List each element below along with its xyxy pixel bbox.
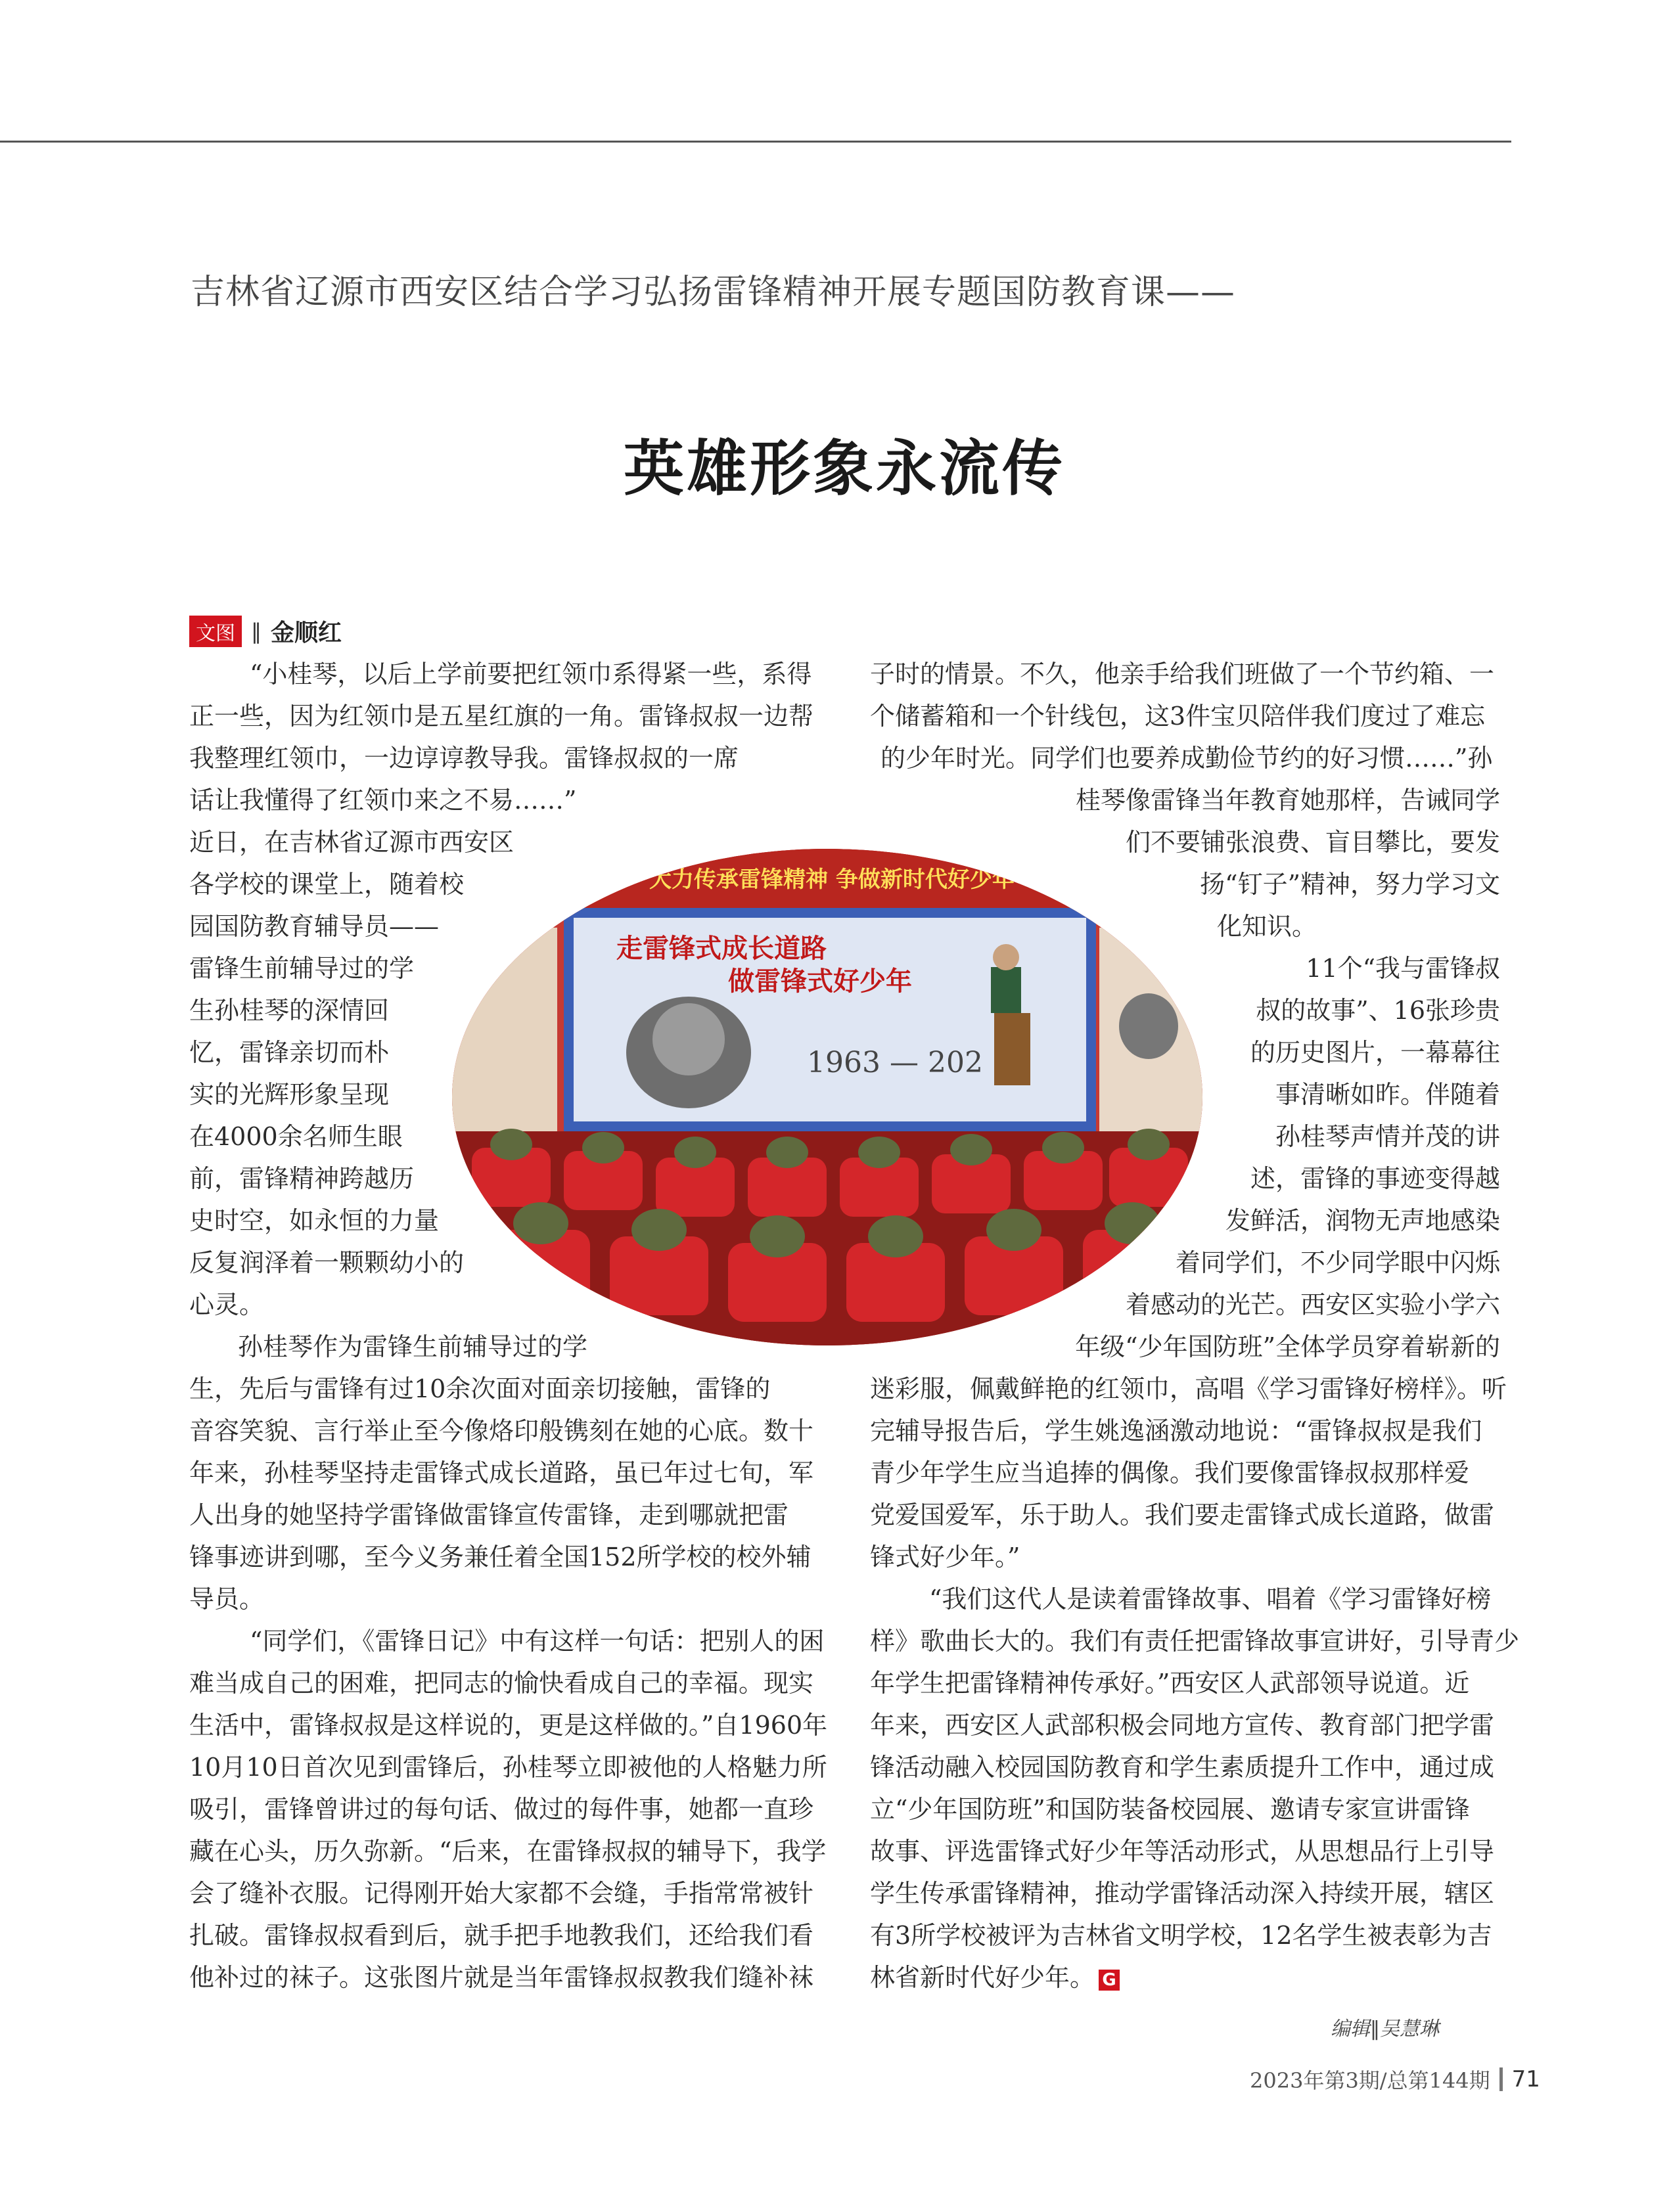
body-line: 子时的情景。不久，他亲手给我们班做了一个节约箱、一 <box>870 660 1495 688</box>
body-line: 我整理红领巾，一边谆谆教导我。雷锋叔叔的一席 <box>189 744 739 773</box>
body-line: 难当成自己的困难，把同志的愉快看成自己的幸福。现实 <box>189 1669 814 1698</box>
body-line: 孙桂琴作为雷锋生前辅导过的学 <box>238 1332 588 1361</box>
body-line: “我们这代人是读着雷锋故事、唱着《学习雷锋好榜 <box>929 1585 1492 1614</box>
body-line: 年来，西安区人武部积极会同地方宣传、教育部门把学雷 <box>870 1711 1495 1740</box>
body-line: 们不要铺张浪费、盲目攀比，要发 <box>1125 828 1500 857</box>
body-line: 孙桂琴声情并茂的讲 <box>1275 1122 1500 1151</box>
body-line: “小桂琴，以后上学前要把红领巾系得紧一些，系得 <box>250 660 812 688</box>
body-line: 着感动的光芒。西安区实验小学六 <box>1125 1290 1500 1319</box>
body-line: 他补过的袜子。这张图片就是当年雷锋叔叔教我们缝补袜 <box>189 1963 814 1992</box>
screen-line-2: 做雷锋式好少年 <box>728 966 912 997</box>
body-line: 心灵。 <box>189 1290 265 1319</box>
body-line: 导员。 <box>189 1585 265 1614</box>
body-line: 扬“钉子”精神，努力学习文 <box>1200 870 1500 899</box>
screen-years: 1963 — 202 <box>807 1046 983 1079</box>
body-line: 吸引，雷锋曾讲过的每句话、做过的每件事，她都一直珍 <box>189 1795 814 1824</box>
body-line: 话让我懂得了红领巾来之不易……” <box>189 786 577 815</box>
body-line: 年来，孙桂琴坚持走雷锋式成长道路，虽已年过七旬，军 <box>189 1458 814 1487</box>
page-number: 71 <box>1511 2066 1540 2092</box>
body-line: 故事、评选雷锋式好少年等活动形式，从思想品行上引导 <box>870 1837 1495 1866</box>
body-line: 锋活动融入校园国防教育和学生素质提升工作中，通过成 <box>870 1753 1495 1782</box>
body-line: 个储蓄箱和一个针线包，这3件宝贝陪伴我们度过了难忘 <box>870 702 1486 731</box>
body-line: “同学们，《雷锋日记》中有这样一句话：把别人的困 <box>250 1627 825 1656</box>
body-line: 各学校的课堂上，随着校 <box>189 870 465 899</box>
body-line: 音容笑貌、言行举止至今像烙印般镌刻在她的心底。数十 <box>189 1416 814 1445</box>
body-line: 桂琴像雷锋当年教育她那样，告诫同学 <box>1075 786 1500 815</box>
body-line: 叔的故事”、16张珍贵 <box>1256 996 1500 1025</box>
body-line: 正一些，因为红领巾是五星红旗的一角。雷锋叔叔一边帮 <box>189 702 814 731</box>
event-photo <box>452 849 1202 1345</box>
byline <box>189 614 342 648</box>
author-name: 金顺红 <box>271 620 342 646</box>
end-mark-icon: G <box>1099 1970 1120 1991</box>
body-line: 化知识。 <box>1217 912 1317 941</box>
banner-text: 大力传承雷锋精神 争做新时代好少年 <box>649 867 1015 893</box>
page-footer <box>1250 2064 1540 2094</box>
body-line: 锋式好少年。” <box>870 1543 1020 1571</box>
screen-line-1: 走雷锋式成长道路 <box>616 934 827 964</box>
article-kicker: 吉林省辽源市西安区结合学习弘扬雷锋精神开展专题国防教育课—— <box>191 273 1236 312</box>
article-title: 英雄形象永流传 <box>623 434 1065 504</box>
body-line: 生活中，雷锋叔叔是这样说的，更是这样做的。”自1960年 <box>189 1711 828 1740</box>
auditorium-illustration <box>452 849 1202 1345</box>
body-line: 生，先后与雷锋有过10余次面对面亲切接触，雷锋的 <box>189 1374 771 1403</box>
body-line: 近日，在吉林省辽源市西安区 <box>189 828 514 857</box>
byline-separator: ‖ <box>251 618 262 644</box>
body-line: 11个“我与雷锋叔 <box>1306 954 1500 983</box>
body-line: 会了缝补衣服。记得刚开始大家都不会缝，手指常常被针 <box>189 1879 814 1908</box>
editor-credit: 编辑‖吴慧琳 <box>1331 2018 1439 2041</box>
body-line: 扎破。雷锋叔叔看到后，就手把手地教我们，还给我们看 <box>189 1921 814 1950</box>
body-line: 的历史图片，一幕幕往 <box>1250 1038 1500 1067</box>
body-line: 发鲜活，润物无声地感染 <box>1225 1206 1500 1235</box>
body-line: 园国防教育辅导员—— <box>189 912 440 941</box>
body-line: 事清晰如昨。伴随着 <box>1275 1080 1500 1109</box>
byline-tag: 文图 <box>189 616 242 647</box>
body-line: 迷彩服，佩戴鲜艳的红领巾，高唱《学习雷锋好榜样》。听 <box>870 1374 1507 1403</box>
body-line: 年级“少年国防班”全体学员穿着崭新的 <box>1075 1332 1500 1361</box>
body-line: 人出身的她坚持学雷锋做雷锋宣传雷锋，走到哪就把雷 <box>189 1501 789 1529</box>
footer-divider <box>1499 2067 1503 2091</box>
body-line: 青少年学生应当追捧的偶像。我们要像雷锋叔叔那样爱 <box>870 1458 1470 1487</box>
body-line <box>870 1962 1120 1993</box>
body-line: 雷锋生前辅导过的学 <box>189 954 415 983</box>
body-line: 藏在心头，历久弥新。“后来，在雷锋叔叔的辅导下，我学 <box>189 1837 827 1866</box>
issue-info: 2023年第3期/总第144期 <box>1250 2068 1490 2093</box>
body-line: 生孙桂琴的深情回 <box>189 996 390 1025</box>
body-line: 史时空，如永恒的力量 <box>189 1206 440 1235</box>
top-rule <box>0 141 1511 143</box>
body-line: 忆，雷锋亲切而朴 <box>189 1038 390 1067</box>
body-line: 样》歌曲长大的。我们有责任把雷锋故事宣讲好，引导青少 <box>870 1627 1520 1656</box>
body-line: 述，雷锋的事迹变得越 <box>1250 1164 1500 1193</box>
body-line: 前，雷锋精神跨越历 <box>189 1164 415 1193</box>
body-line: 着同学们，不少同学眼中闪烁 <box>1175 1248 1500 1277</box>
body-line-text: 林省新时代好少年。 <box>870 1963 1095 1992</box>
body-line: 有3所学校被评为吉林省文明学校，12名学生被表彰为吉 <box>870 1921 1492 1950</box>
body-line: 在4000余名师生眼 <box>189 1122 403 1151</box>
body-line: 年学生把雷锋精神传承好。”西安区人武部领导说道。近 <box>870 1669 1470 1698</box>
body-line: 学生传承雷锋精神，推动学雷锋活动深入持续开展，辖区 <box>870 1879 1495 1908</box>
body-line: 的少年时光。同学们也要养成勤俭节约的好习惯……”孙 <box>880 744 1493 773</box>
body-line: 实的光辉形象呈现 <box>189 1080 390 1109</box>
body-line: 10月10日首次见到雷锋后，孙桂琴立即被他的人格魅力所 <box>189 1753 827 1782</box>
body-line: 反复润泽着一颗颗幼小的 <box>189 1248 465 1277</box>
body-line: 立“少年国防班”和国防装备校园展、邀请专家宣讲雷锋 <box>870 1795 1470 1824</box>
body-line: 党爱国爱军，乐于助人。我们要走雷锋式成长道路，做雷 <box>870 1501 1495 1529</box>
body-line: 锋事迹讲到哪，至今义务兼任着全国152所学校的校外辅 <box>189 1543 812 1571</box>
body-line: 完辅导报告后，学生姚逸涵激动地说：“雷锋叔叔是我们 <box>870 1416 1482 1445</box>
